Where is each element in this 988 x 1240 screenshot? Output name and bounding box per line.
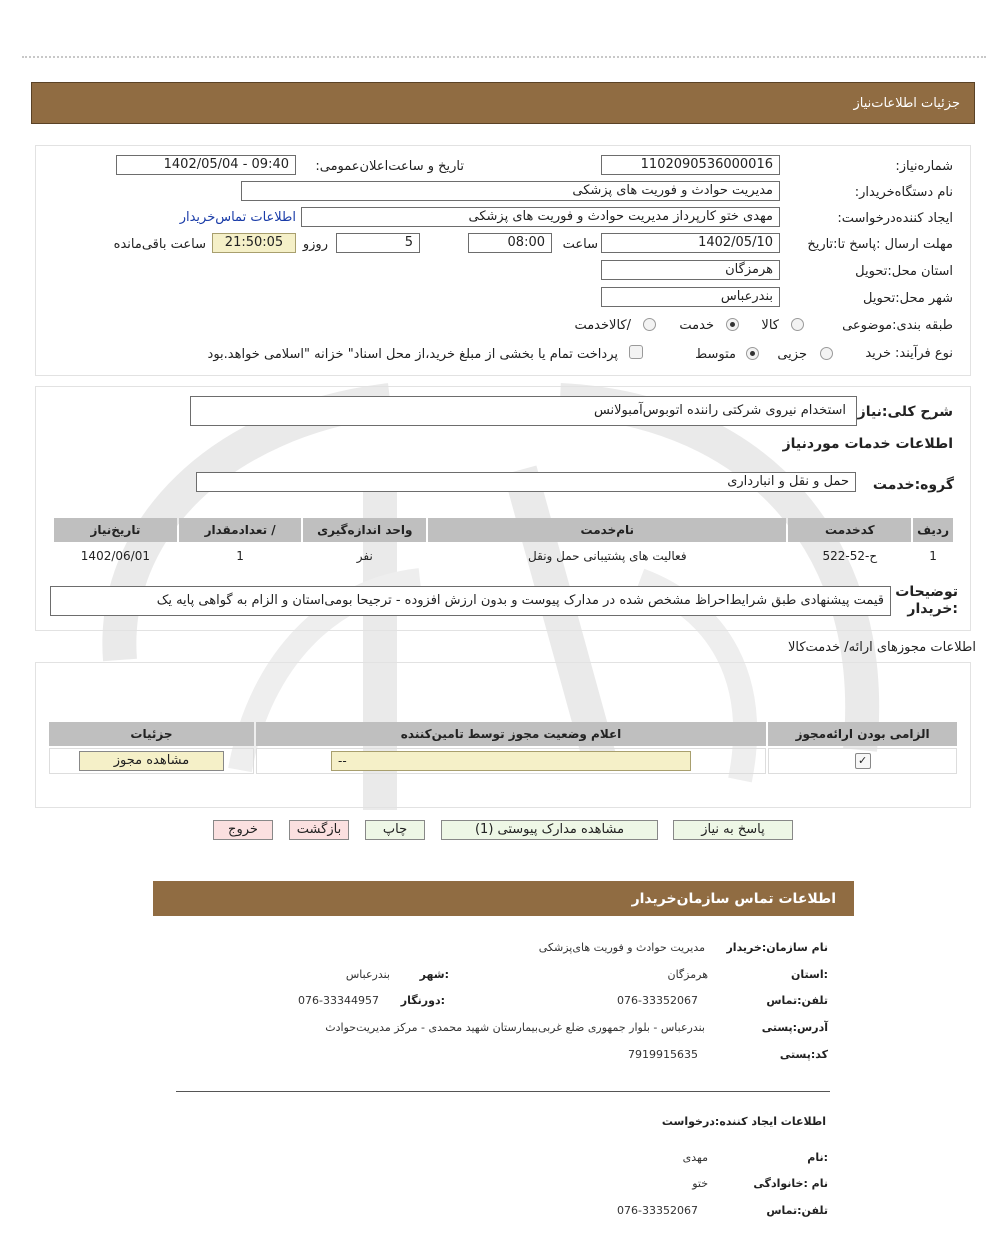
creator-first-name-value: مهدی bbox=[682, 1151, 708, 1164]
cell-unit: نفر bbox=[356, 549, 373, 563]
contact-postal-label: کد:پستی bbox=[779, 1048, 828, 1061]
creator-last-name-value: ختو bbox=[692, 1177, 708, 1190]
creator-label: ایجاد کننده‌درخواست: bbox=[837, 211, 953, 226]
announce-label: تاریخ و ساعت‌اعلان‌عمومی: bbox=[315, 159, 464, 174]
city-field: بندرعباس bbox=[601, 287, 780, 307]
category-label: طبقه بندی:موضوعی bbox=[842, 318, 953, 333]
treasury-payment-note: پرداخت تمام یا بخشی از مبلغ خرید،از محل اسناد" خزانه "اسلامی خواهد.بود bbox=[207, 347, 618, 362]
creator-first-name-label: :نام bbox=[807, 1151, 828, 1164]
category-both-label: /کالاخدمت bbox=[574, 318, 631, 333]
cell-qty: 1 bbox=[236, 549, 244, 563]
permit-status-field[interactable]: -- bbox=[331, 751, 691, 771]
contact-postal-value: 7919915635 bbox=[628, 1048, 698, 1061]
process-buy-label: خرید bbox=[865, 346, 891, 361]
banner-title: جزئیات اطلاعات‌نیاز bbox=[853, 95, 960, 111]
contact-divider bbox=[176, 1091, 830, 1092]
permit-status-cell bbox=[256, 748, 766, 774]
contact-org-value: مدیریت حوادث و فوریت های‌پزشکی bbox=[538, 941, 705, 954]
buyer-notes-label bbox=[896, 584, 958, 618]
contact-address-label: آدرس:پستی bbox=[761, 1021, 828, 1034]
col-unit: واحد اندازه‌گیری bbox=[303, 518, 426, 542]
remaining-label: ساعت باقی‌مانده bbox=[113, 237, 206, 252]
contact-phone-value: 076-33352067 bbox=[617, 994, 698, 1007]
services-heading: اطلاعات خدمات موردنیاز bbox=[782, 436, 953, 452]
need-number-label: شماره‌نیاز: bbox=[895, 159, 953, 174]
summary-title-label: شرح کلی:نیاز bbox=[857, 404, 953, 420]
creator-field: مهدی ختو کارپرداز مدیریت حوادث و فوریت های پزشکی bbox=[301, 207, 780, 227]
attachments-button[interactable]: مشاهده مدارک پیوستی (1) bbox=[441, 820, 658, 840]
contact-province-label: :استان bbox=[791, 968, 828, 981]
buyer-org-field: مدیریت حوادث و فوریت های پزشکی bbox=[241, 181, 780, 201]
table-row bbox=[54, 544, 953, 568]
province-label: استان محل:تحویل bbox=[855, 264, 953, 279]
need-info-panel bbox=[35, 145, 971, 376]
category-service-label: خدمت bbox=[679, 318, 714, 333]
contact-org-label: نام سازمان:خریدار bbox=[726, 941, 828, 954]
col-date: تاریخ‌نیاز bbox=[54, 518, 177, 542]
top-divider bbox=[22, 56, 986, 58]
buyer-notes-field: قیمت پیشنهادی طبق شرایط‌احراظ مشخص شده در مدارک پیوست و بدون ارزش افزوده - ترجیحا بومی‌استان و الزام به گواهی پایه یک bbox=[50, 586, 891, 616]
buyer-notes-label-text: توضیحات :خریدار bbox=[895, 584, 958, 617]
remaining-time-field: 21:50:05 bbox=[212, 233, 296, 253]
contact-fax-label: :دورنگار bbox=[400, 994, 445, 1007]
category-both-radio[interactable] bbox=[643, 318, 656, 331]
buyer-org-label: نام دستگاه‌خریدار: bbox=[854, 185, 953, 200]
contact-province-value: هرمزگان bbox=[667, 968, 708, 981]
buyer-contact-heading bbox=[153, 881, 854, 916]
announce-field: 1402/05/04 - 09:40 bbox=[116, 155, 296, 175]
deadline-date-field: 1402/05/10 bbox=[601, 233, 780, 253]
col-code: کدخدمت bbox=[788, 518, 911, 542]
col-qty: / تعدادمقدار bbox=[179, 518, 302, 542]
creator-last-name-label: نام :خانوادگی bbox=[753, 1177, 828, 1190]
permit-row bbox=[49, 748, 957, 774]
col-permit-status: اعلام وضعیت مجوز توسط تامین‌کننده bbox=[256, 722, 766, 746]
creator-phone-label: تلفن:تماس bbox=[766, 1204, 828, 1217]
print-button[interactable]: چاپ bbox=[365, 820, 425, 840]
cell-date: 1402/06/01 bbox=[80, 549, 150, 563]
view-permit-button[interactable]: مشاهده مجوز bbox=[79, 751, 224, 771]
cell-row: 1 bbox=[929, 549, 937, 563]
deadline-label: مهلت ارسال :پاسخ تا:تاریخ bbox=[807, 237, 953, 252]
process-medium-radio[interactable] bbox=[746, 347, 759, 360]
contact-address-value: بندرعباس - بلوار جمهوری ضلع غربی‌بیمارستان شهید محمدی - مرکز مدیریت‌حوادث bbox=[325, 1021, 705, 1034]
days-field: 5 bbox=[336, 233, 420, 253]
reply-button[interactable]: پاسخ به نیاز bbox=[673, 820, 793, 840]
province-field: هرمزگان bbox=[601, 260, 780, 280]
process-partial-radio[interactable] bbox=[820, 347, 833, 360]
deadline-time-label: ساعت bbox=[562, 237, 598, 252]
process-partial-label: جزیی bbox=[777, 347, 807, 362]
contact-fax-value: 076-33344957 bbox=[298, 994, 379, 1007]
services-table-header bbox=[54, 518, 953, 542]
process-medium-label: متوسط bbox=[695, 347, 736, 362]
back-button[interactable]: بازگشت bbox=[289, 820, 349, 840]
check-icon: ✓ bbox=[855, 753, 871, 769]
category-service-radio[interactable] bbox=[726, 318, 739, 331]
city-label: شهر محل:تحویل bbox=[863, 291, 953, 306]
category-goods-label: کالا bbox=[761, 318, 779, 333]
permits-table bbox=[47, 720, 959, 776]
buyer-contact-heading-text: اطلاعات تماس سازمان‌خریدار bbox=[631, 890, 836, 907]
service-group-label: گروه:خدمت bbox=[872, 477, 954, 493]
permits-heading: اطلاعات مجوزهای ارائه/ خدمت‌کالا bbox=[787, 640, 976, 655]
details-banner bbox=[31, 82, 975, 124]
days-label: روزو bbox=[302, 237, 328, 252]
contact-phone-label: تلفن:تماس bbox=[766, 994, 828, 1007]
process-label: نوع فرآیند: bbox=[895, 346, 953, 361]
service-group-field: حمل و نقل و انبارداری bbox=[196, 472, 856, 492]
treasury-payment-checkbox[interactable] bbox=[629, 345, 643, 359]
category-goods-radio[interactable] bbox=[791, 318, 804, 331]
need-number-field: 1102090536000016 bbox=[601, 155, 780, 175]
permits-table-header bbox=[49, 722, 957, 746]
contact-city-label: :شهر bbox=[419, 968, 449, 981]
col-row: ردیف bbox=[913, 518, 953, 542]
summary-title-field: استخدام نیروی شرکتی راننده اتوبوس‌آمبولانس bbox=[190, 396, 857, 426]
creator-phone-value: 076-33352067 bbox=[617, 1204, 698, 1217]
col-permit-details: جزئیات bbox=[49, 722, 254, 746]
exit-button[interactable]: خروج bbox=[213, 820, 273, 840]
cell-code: ح-52-522 bbox=[822, 549, 878, 563]
permit-required-cell bbox=[768, 748, 957, 774]
creator-info-heading: اطلاعات ایجاد کننده:درخواست bbox=[661, 1115, 826, 1128]
buyer-contact-link[interactable]: اطلاعات تماس‌خریدار bbox=[179, 210, 296, 225]
contact-city-value: بندرعباس bbox=[345, 968, 390, 981]
col-name: نام‌خدمت bbox=[428, 518, 786, 542]
col-permit-required: الزامی بودن ارائه‌مجوز bbox=[768, 722, 957, 746]
permit-details-cell bbox=[49, 748, 254, 774]
services-table bbox=[52, 516, 955, 570]
cell-name: فعالیت های پشتیبانی حمل ونقل bbox=[528, 549, 687, 563]
deadline-time-field: 08:00 bbox=[468, 233, 552, 253]
